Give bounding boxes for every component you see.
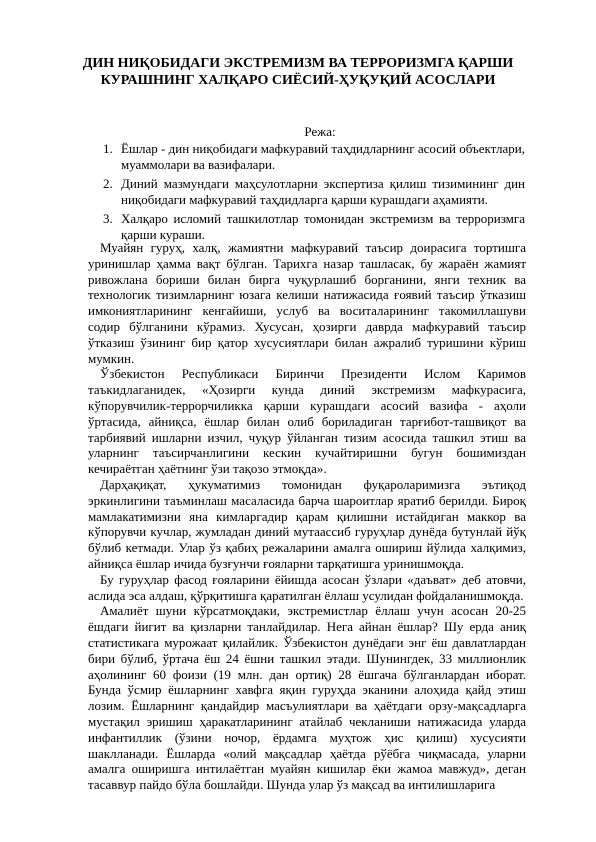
paragraph: Бу гуруҳлар фасод ғояларини ёйишда асосан ўзлари «даъват» деб атовчи, аслида эса алдаш, қўрқитишга қаратилган ёллаш усулидан фойдаланишмоқда. [88, 571, 526, 603]
paragraph: Муайян гуруҳ, халқ, жамиятни мафкуравий таъсир доирасига тортишга уринишлар ҳамма вақт бўлган. Тарихга назар ташласак, бу жараён жамият ривожлана бориши билан бирга чуқурлашиб борганини, янги техник ва технологик тизимларнинг юзага келиши натижасида ғоявий таъсир ўтказиш имкониятларининг кенгайиши, услуб ва воситаларининг такомиллашуви содир бўлганини кўрамиз. Хусусан, ҳозирги даврда мафкуравий таъсир ўтказиш ўзининг бир қатор хусусиятлари билан ажралиб туришини кўриш мумкин. [88, 240, 526, 366]
plan-item [103, 211, 525, 243]
plan-item [103, 176, 525, 208]
plan-item-text: Ёшлар - дин ниқобидаги мафкуравий таҳдидларнинг асосий объектлари, муаммолари ва вазифалари. [121, 141, 525, 172]
body-text [88, 240, 526, 793]
paragraph: Дарҳақиқат, ҳукуматимиз томонидан фуқароларимизга эътиқод эркинлигини таъминлаш масаласида барча шароитлар яратиб берилди. Бироқ мамлакатимизни яна кимларгадир қарам қилишни истайдиган маккор ва кўпорувчи кучлар, жумладан диний мутаассиб гуруҳлар дунёда бутунлай йўқ бўлиб кетмади. Улар ўз қабиҳ режаларини амалга ошириш йўлида халқимиз, айниқса ёшлар ичида бузғунчи ғояларни тарқатишга уринишмоқда. [88, 476, 526, 571]
plan-item-text: Диний мазмундаги маҳсулотларни экспертиза қилиш тизимининг дин ниқобидаги мафкуравий таҳдидларга қарши курашдаги аҳамияти. [121, 176, 525, 207]
plan-item-text: Халқаро исломий ташкилотлар томонидан экстремизм ва терроризмга қарши кураши. [121, 211, 525, 242]
paragraph: Амалиёт шуни кўрсатмоқдаки, экстремистлар ёллаш учун асосан 20-25 ёшдаги йигит ва қизларни танлайдилар. Нега айнан ёшлар? Шу ерда аниқ статистикага мурожаат қилайлик. Ўзбекистон дунёдаги энг ёш давлатлардан бири бўлиб, ўртача ёш 24 ёшни ташкил этади. Шунингдек, 33 миллионлик аҳолининг 60 фоизи (19 млн. дан ортиқ) 28 ёшгача бўлганлардан иборат. Бунда ўсмир ёшларнинг хавфга яқин гуруҳда эканини алоҳида қайд этиш лозим. Ёшларнинг қандайдир масъулиятлари ва ҳаётдаги орзу-мақсадларга мустақил эришиш ҳаракатларининг атайлаб чекланиши натижасида уларда инфантиллик (ўзини ночор, ёрдамга муҳтож ҳис қилиш) хусусияти шаклланади. Ёшларда «олий мақсадлар ҳаётда рўёбга чиқмасада, уларни амалга оширишга интилаётган муайян кишилар ёки жамоа мавжуд», деган тасаввур пайдо бўла бошлайди. Шунда улар ўз мақсад ва интилишларига [88, 603, 526, 793]
title-line-1: ДИН НИҚОБИДАГИ ЭКСТРЕМИЗМ ВА ТЕРРОРИЗМГА ҚАРШИ [82, 56, 514, 71]
plan-list [103, 141, 525, 246]
title-line-2: КУРАШНИНГ ХАЛҚАРО СИЁСИЙ-ҲУҚУҚИЙ АСОСЛАРИ [100, 73, 496, 88]
plan-item-number: 1. [103, 141, 113, 156]
plan-item [103, 141, 525, 173]
document-title [70, 55, 526, 89]
paragraph: Ўзбекистон Республикаси Биринчи Президенти Ислом Каримов таъкидлаганидек, «Ҳозирги кунда диний экстремизм мафкурасига, кўпорувчилик-террорчиликка қарши курашдаги асосий вазифа - аҳоли ўртасида, айниқса, ёшлар билан олиб бориладиган тарғибот-ташвиқот ва тарбиявий ишларни изчил, чуқур ўйланган тизим асосида ташкил этиш ва уларнинг таъсирчанлигини кескин кучайтиришни бугун бошимиздан кечираётган ҳаётнинг ўзи тақозо этмоқда». [88, 366, 526, 477]
plan-item-number: 2. [103, 176, 113, 191]
plan-item-number: 3. [103, 211, 113, 226]
plan-heading: Режа: [304, 124, 336, 139]
